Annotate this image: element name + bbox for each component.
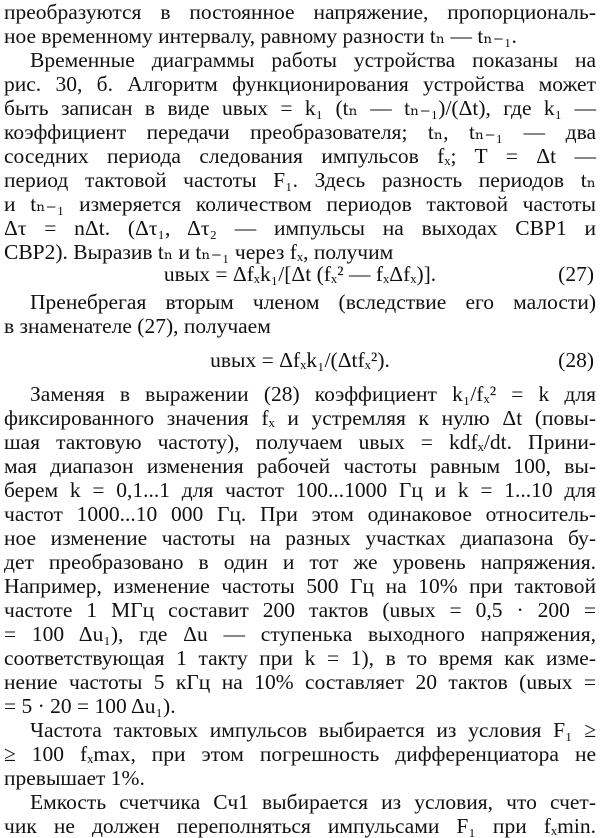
text-line: преобразуются в постоянное напряжение, пропорциональ- [4, 0, 596, 24]
text-line: фиксированного значения fₓ и устремляя к нулю Δt (повы- [4, 406, 596, 430]
paragraph-start-line: Заменяя в выражении (28) коэффициент k₁/fₓ² = k для [30, 382, 596, 406]
equation-number: (27) [558, 262, 594, 286]
text-line: период тактовой частоты F₁. Здесь разность периодов tₙ [4, 168, 596, 192]
text-line: = 5 · 20 = 100 Δu₁). [4, 694, 176, 718]
paragraph-start-line: Емкость счетчика Сч1 выбирается из условия, что счет- [30, 790, 596, 814]
text-line: соответствующая 1 такту при k = 1), в то время как изме- [4, 646, 596, 670]
text-line: ное изменение частоты на разных участках диапазона бу- [4, 526, 596, 550]
text-line: ное временному интервалу, равному разности tₙ — tₙ₋₁. [4, 24, 517, 48]
text-line: быть записан в виде uвых = k₁ (tₙ — tₙ₋₁)/(Δt), где k₁ — [4, 96, 596, 120]
equation-number: (28) [558, 348, 594, 372]
text-line: рис. 30, б. Алгоритм функционирования устройства может [4, 72, 596, 96]
text-line: Δτ = nΔt. (Δτ₁, Δτ₂ — импульсы на выходах СВР1 и [4, 216, 596, 240]
text-line: Например, изменение частоты 500 Гц на 10% при тактовой [4, 574, 596, 598]
text-line: дет преобразовано в один и тот же уровень напряжения. [4, 550, 596, 574]
text-line: шая тактовую частоту), получаем uвых = kdfₓ/dt. Прини- [4, 430, 596, 454]
text-line: ≥ 100 fₓmax, при этом погрешность дифференциатора не [4, 742, 596, 766]
paragraph-start-line: Временные диаграммы работы устройства показаны на [30, 48, 596, 72]
paragraph-start-line: Частота тактовых импульсов выбирается из условия F₁ ≥ [30, 718, 596, 742]
text-line: СВР2). Выразив tₙ и tₙ₋₁ через fₓ, получим [4, 240, 394, 264]
text-line: и tₙ₋₁ измеряется количеством периодов тактовой частоты [4, 192, 596, 216]
text-line: коэффициент передачи преобразователя; tₙ, tₙ₋₁ — два [4, 120, 596, 144]
text-line: соседних периода следования импульсов fₓ; T = Δt — [4, 144, 596, 168]
text-line: чик не должен переполняться импульсами F₁ при fₓmin. [4, 814, 596, 838]
text-line: частоте 1 МГц составит 200 тактов (uвых = 0,5 · 200 = [4, 598, 596, 622]
text-line: в знаменателе (27), получаем [4, 314, 271, 338]
text-line: частот 1000...10 000 Гц. При этом одинаковое относитель- [4, 502, 596, 526]
formula-expression: uвых = Δfₓk₁/[Δt (fₓ² — fₓΔfₓ)]. [163, 262, 437, 286]
formula-28 [0, 348, 600, 372]
formula-expression: uвых = Δfₓk₁/(Δtfₓ²). [210, 348, 390, 372]
text-line: = 100 Δu₁), где Δu — ступенька выходного напряжения, [4, 622, 596, 646]
text-line: берем k = 0,1...1 для частот 100...1000 Гц и k = 1...10 для [4, 478, 596, 502]
text-line: нение частоты 5 кГц на 10% составляет 20 тактов (uвых = [4, 670, 596, 694]
paragraph-start-line: Пренебрегая вторым членом (вследствие его малости) [30, 290, 596, 314]
text-line: превышает 1%. [4, 766, 145, 790]
formula-27 [0, 262, 600, 286]
text-line: мая диапазон изменения рабочей частоты равным 100, вы- [4, 454, 596, 478]
